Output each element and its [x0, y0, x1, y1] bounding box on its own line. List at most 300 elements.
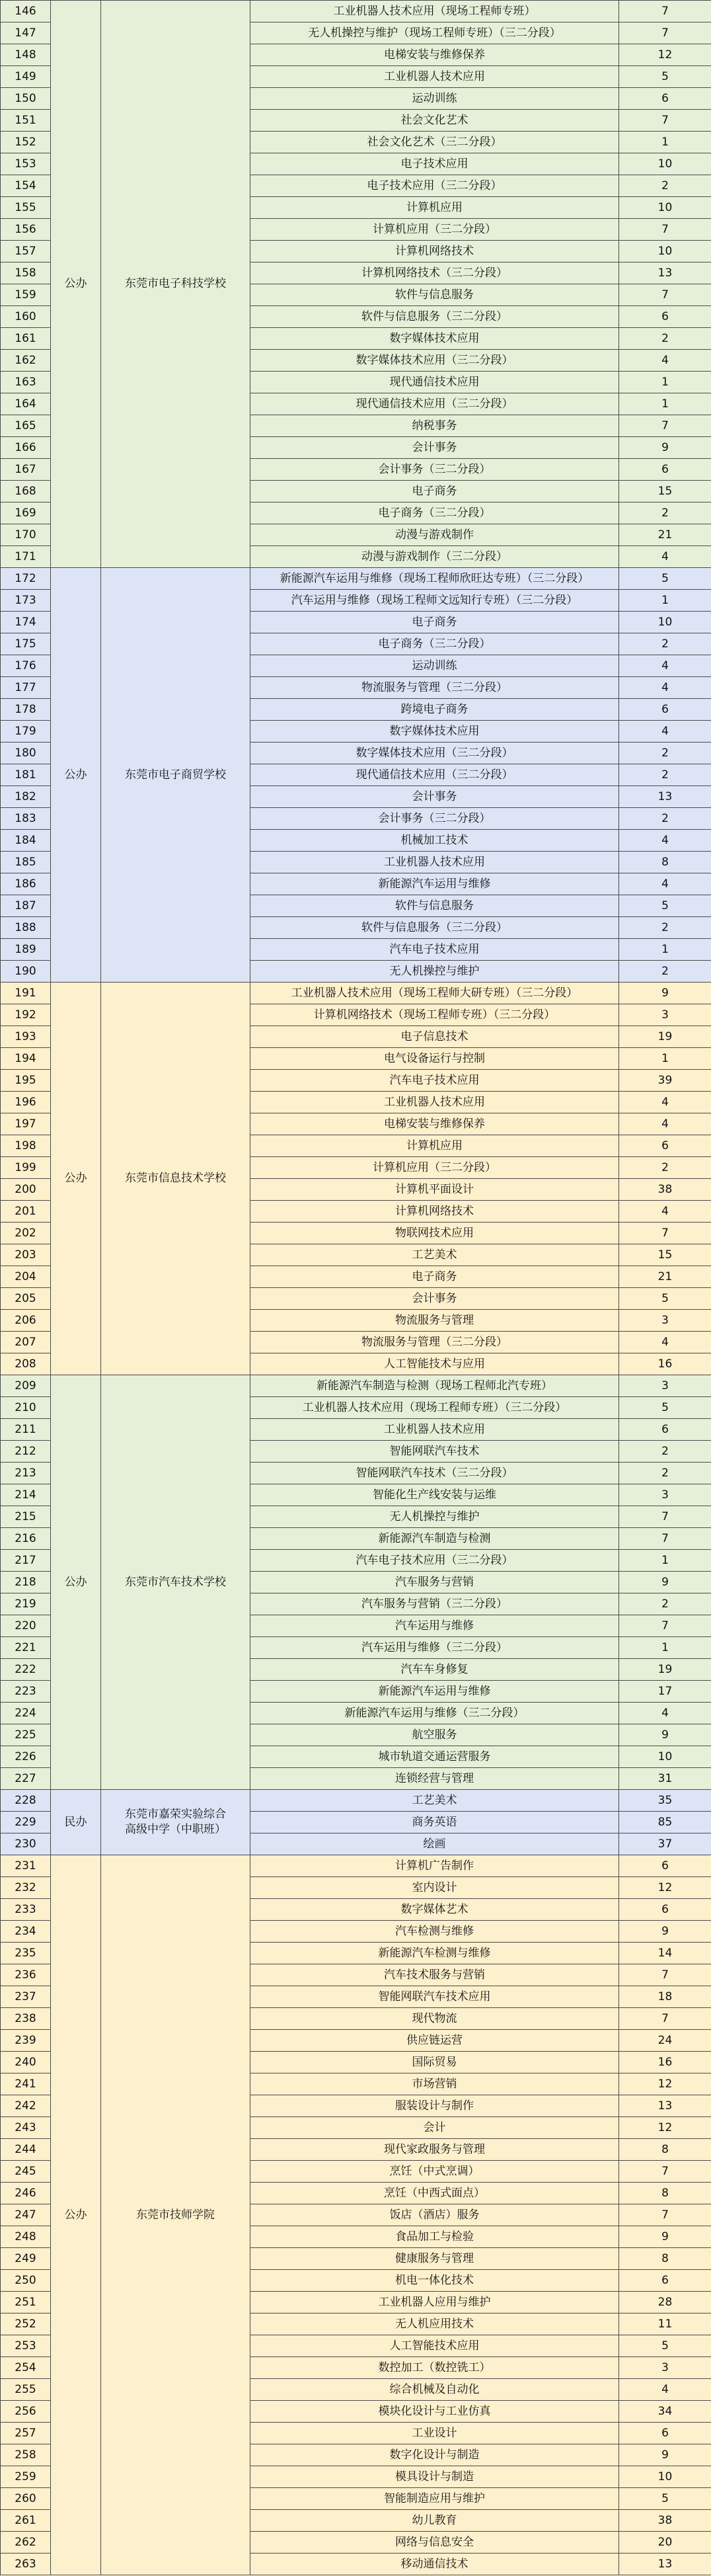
row-number-cell: 238	[1, 2008, 51, 2030]
enrollment-count-cell: 1	[619, 590, 711, 612]
row-number-cell: 246	[1, 2183, 51, 2204]
major-name-cell: 烹饪（中西式面点）	[250, 2183, 619, 2204]
enrollment-count-cell: 9	[619, 2444, 711, 2466]
row-number-cell: 263	[1, 2554, 51, 2575]
row-number-cell: 230	[1, 1833, 51, 1855]
row-number-cell: 182	[1, 786, 51, 808]
major-name-cell: 工业机器人技术应用	[250, 66, 619, 88]
major-name-cell: 物联网技术应用	[250, 1223, 619, 1244]
enrollment-count-cell: 12	[619, 1877, 711, 1899]
major-name-cell: 社会文化艺术	[250, 110, 619, 132]
enrollment-count-cell: 2	[619, 1593, 711, 1615]
major-name-cell: 计算机网络技术（三二分段）	[250, 262, 619, 284]
major-name-cell: 运动训练	[250, 655, 619, 677]
enrollment-count-cell: 3	[619, 2357, 711, 2379]
enrollment-count-cell: 6	[619, 88, 711, 110]
major-name-cell: 数控加工（数控铣工）	[250, 2357, 619, 2379]
row-number-cell: 234	[1, 1921, 51, 1943]
major-name-cell: 饭店（酒店）服务	[250, 2204, 619, 2226]
major-name-cell: 数字媒体技术应用	[250, 328, 619, 350]
row-number-cell: 216	[1, 1528, 51, 1550]
major-name-cell: 航空服务	[250, 1724, 619, 1746]
major-name-cell: 电子商务	[250, 612, 619, 633]
enrollment-count-cell: 1	[619, 393, 711, 415]
table-row	[1, 1375, 711, 1397]
school-type-cell: 公办	[51, 1855, 101, 2575]
major-name-cell: 供应链运营	[250, 2030, 619, 2052]
major-name-cell: 机械加工技术	[250, 830, 619, 852]
row-number-cell: 227	[1, 1768, 51, 1790]
major-name-cell: 无人机操控与维护	[250, 1506, 619, 1528]
row-number-cell: 176	[1, 655, 51, 677]
major-name-cell: 现代通信技术应用（三二分段）	[250, 393, 619, 415]
enrollment-count-cell: 7	[619, 1, 711, 22]
row-number-cell: 254	[1, 2357, 51, 2379]
enrollment-count-cell: 5	[619, 1288, 711, 1310]
enrollment-count-cell: 4	[619, 350, 711, 372]
enrollment-count-cell: 12	[619, 2073, 711, 2095]
major-name-cell: 计算机网络技术（现场工程师专班）（三二分段）	[250, 1004, 619, 1026]
enrollment-count-cell: 4	[619, 677, 711, 699]
row-number-cell: 224	[1, 1703, 51, 1724]
row-number-cell: 166	[1, 437, 51, 459]
enrollment-count-cell: 6	[619, 2270, 711, 2292]
row-number-cell: 240	[1, 2052, 51, 2073]
major-name-cell: 会计事务	[250, 437, 619, 459]
row-number-cell: 156	[1, 219, 51, 241]
major-name-cell: 绘画	[250, 1833, 619, 1855]
enrollment-count-cell: 9	[619, 1724, 711, 1746]
major-name-cell: 人工智能技术应用	[250, 2335, 619, 2357]
enrollment-count-cell: 5	[619, 895, 711, 917]
major-name-cell: 工艺美术	[250, 1790, 619, 1812]
enrollment-count-cell: 2	[619, 175, 711, 197]
enrollment-count-cell: 39	[619, 1070, 711, 1092]
enrollment-count-cell: 2	[619, 328, 711, 350]
major-name-cell: 汽车车身修复	[250, 1659, 619, 1681]
row-number-cell: 163	[1, 372, 51, 393]
enrollment-count-cell: 10	[619, 241, 711, 262]
row-number-cell: 210	[1, 1397, 51, 1419]
row-number-cell: 257	[1, 2423, 51, 2444]
row-number-cell: 204	[1, 1266, 51, 1288]
row-number-cell: 165	[1, 415, 51, 437]
enrollment-count-cell: 34	[619, 2401, 711, 2423]
row-number-cell: 169	[1, 503, 51, 524]
major-name-cell: 工业机器人技术应用	[250, 1419, 619, 1441]
major-name-cell: 现代通信技术应用（三二分段）	[250, 764, 619, 786]
enrollment-count-cell: 10	[619, 612, 711, 633]
row-number-cell: 245	[1, 2161, 51, 2183]
row-number-cell: 158	[1, 262, 51, 284]
row-number-cell: 160	[1, 306, 51, 328]
major-name-cell: 无人机应用技术	[250, 2314, 619, 2335]
school-type-cell: 公办	[51, 1375, 101, 1790]
enrollment-count-cell: 8	[619, 852, 711, 873]
enrollment-count-cell: 1	[619, 939, 711, 961]
enrollment-count-cell: 6	[619, 1419, 711, 1441]
enrollment-count-cell: 28	[619, 2292, 711, 2314]
enrollment-count-cell: 8	[619, 2139, 711, 2161]
major-name-cell: 工业机器人技术应用（现场工程师专班）（三二分段）	[250, 1397, 619, 1419]
major-name-cell: 移动通信技术	[250, 2554, 619, 2575]
row-number-cell: 184	[1, 830, 51, 852]
enrollment-count-cell: 2	[619, 1441, 711, 1463]
row-number-cell: 153	[1, 153, 51, 175]
major-name-cell: 电梯安装与维修保养	[250, 44, 619, 66]
row-number-cell: 157	[1, 241, 51, 262]
enrollment-count-cell: 6	[619, 2423, 711, 2444]
row-number-cell: 222	[1, 1659, 51, 1681]
major-name-cell: 电子商务	[250, 1266, 619, 1288]
table-row	[1, 983, 711, 1004]
row-number-cell: 198	[1, 1135, 51, 1157]
major-name-cell: 会计	[250, 2117, 619, 2139]
row-number-cell: 256	[1, 2401, 51, 2423]
major-name-cell: 工业设计	[250, 2423, 619, 2444]
row-number-cell: 185	[1, 852, 51, 873]
enrollment-count-cell: 4	[619, 1332, 711, 1353]
row-number-cell: 152	[1, 132, 51, 153]
enrollment-count-cell: 4	[619, 655, 711, 677]
major-name-cell: 工业机器人技术应用（现场工程师大研专班）（三二分段）	[250, 983, 619, 1004]
enrollment-count-cell: 5	[619, 66, 711, 88]
enrollment-count-cell: 38	[619, 2510, 711, 2532]
major-name-cell: 汽车运用与维修（三二分段）	[250, 1637, 619, 1659]
major-name-cell: 健康服务与管理	[250, 2248, 619, 2270]
row-number-cell: 186	[1, 873, 51, 895]
enrollment-count-cell: 5	[619, 1397, 711, 1419]
major-name-cell: 智能化生产线安装与运维	[250, 1484, 619, 1506]
enrollment-count-cell: 8	[619, 2183, 711, 2204]
enrollment-count-cell: 6	[619, 1135, 711, 1157]
major-name-cell: 网络与信息安全	[250, 2532, 619, 2554]
enrollment-count-cell: 4	[619, 1703, 711, 1724]
major-name-cell: 跨境电子商务	[250, 699, 619, 721]
enrollment-count-cell: 5	[619, 2335, 711, 2357]
major-name-cell: 电子商务（三二分段）	[250, 503, 619, 524]
major-name-cell: 新能源汽车运用与维修（现场工程师欣旺达专班）（三二分段）	[250, 568, 619, 590]
major-name-cell: 数字媒体艺术	[250, 1899, 619, 1921]
major-name-cell: 计算机广告制作	[250, 1855, 619, 1877]
major-name-cell: 工业机器人技术应用（现场工程师专班）	[250, 1, 619, 22]
major-name-cell: 汽车电子技术应用	[250, 939, 619, 961]
row-number-cell: 225	[1, 1724, 51, 1746]
enrollment-table-body	[1, 1, 711, 2575]
major-name-cell: 智能网联汽车技术应用	[250, 1986, 619, 2008]
major-name-cell: 计算机应用	[250, 197, 619, 219]
row-number-cell: 255	[1, 2379, 51, 2401]
enrollment-count-cell: 7	[619, 110, 711, 132]
row-number-cell: 253	[1, 2335, 51, 2357]
major-name-cell: 市场营销	[250, 2073, 619, 2095]
major-name-cell: 综合机械及自动化	[250, 2379, 619, 2401]
enrollment-count-cell: 16	[619, 1353, 711, 1375]
enrollment-count-cell: 7	[619, 2008, 711, 2030]
enrollment-count-cell: 11	[619, 2314, 711, 2335]
enrollment-count-cell: 4	[619, 873, 711, 895]
major-name-cell: 智能网联汽车技术（三二分段）	[250, 1463, 619, 1484]
row-number-cell: 189	[1, 939, 51, 961]
row-number-cell: 221	[1, 1637, 51, 1659]
enrollment-count-cell: 6	[619, 1855, 711, 1877]
row-number-cell: 252	[1, 2314, 51, 2335]
row-number-cell: 168	[1, 481, 51, 503]
major-name-cell: 无人机操控与维护	[250, 961, 619, 983]
row-number-cell: 155	[1, 197, 51, 219]
row-number-cell: 248	[1, 2226, 51, 2248]
row-number-cell: 250	[1, 2270, 51, 2292]
major-name-cell: 物流服务与管理	[250, 1310, 619, 1332]
enrollment-count-cell: 9	[619, 1572, 711, 1593]
enrollment-count-cell: 1	[619, 1550, 711, 1572]
row-number-cell: 181	[1, 764, 51, 786]
row-number-cell: 148	[1, 44, 51, 66]
row-number-cell: 161	[1, 328, 51, 350]
row-number-cell: 164	[1, 393, 51, 415]
row-number-cell: 260	[1, 2488, 51, 2510]
enrollment-count-cell: 2	[619, 503, 711, 524]
row-number-cell: 180	[1, 743, 51, 764]
major-name-cell: 运动训练	[250, 88, 619, 110]
row-number-cell: 212	[1, 1441, 51, 1463]
row-number-cell: 183	[1, 808, 51, 830]
enrollment-count-cell: 21	[619, 524, 711, 546]
enrollment-count-cell: 1	[619, 132, 711, 153]
major-name-cell: 动漫与游戏制作	[250, 524, 619, 546]
row-number-cell: 199	[1, 1157, 51, 1179]
enrollment-count-cell: 13	[619, 2095, 711, 2117]
row-number-cell: 249	[1, 2248, 51, 2270]
row-number-cell: 247	[1, 2204, 51, 2226]
major-name-cell: 城市轨道交通运营服务	[250, 1746, 619, 1768]
row-number-cell: 172	[1, 568, 51, 590]
row-number-cell: 242	[1, 2095, 51, 2117]
row-number-cell: 226	[1, 1746, 51, 1768]
major-name-cell: 连锁经营与管理	[250, 1768, 619, 1790]
major-name-cell: 新能源汽车检测与维修	[250, 1943, 619, 1964]
row-number-cell: 262	[1, 2532, 51, 2554]
row-number-cell: 203	[1, 1244, 51, 1266]
table-row	[1, 1, 711, 22]
enrollment-count-cell: 7	[619, 1223, 711, 1244]
major-name-cell: 纳税事务	[250, 415, 619, 437]
enrollment-count-cell: 5	[619, 2488, 711, 2510]
enrollment-count-cell: 17	[619, 1681, 711, 1703]
row-number-cell: 236	[1, 1964, 51, 1986]
major-name-cell: 计算机应用（三二分段）	[250, 1157, 619, 1179]
enrollment-count-cell: 20	[619, 2532, 711, 2554]
enrollment-count-cell: 10	[619, 1746, 711, 1768]
row-number-cell: 243	[1, 2117, 51, 2139]
major-name-cell: 会计事务	[250, 786, 619, 808]
enrollment-count-cell: 19	[619, 1659, 711, 1681]
row-number-cell: 239	[1, 2030, 51, 2052]
row-number-cell: 237	[1, 1986, 51, 2008]
enrollment-count-cell: 7	[619, 1528, 711, 1550]
row-number-cell: 162	[1, 350, 51, 372]
enrollment-count-cell: 9	[619, 1921, 711, 1943]
major-name-cell: 智能网联汽车技术	[250, 1441, 619, 1463]
enrollment-count-cell: 85	[619, 1812, 711, 1833]
major-name-cell: 电子商务（三二分段）	[250, 633, 619, 655]
enrollment-count-cell: 6	[619, 1899, 711, 1921]
row-number-cell: 206	[1, 1310, 51, 1332]
enrollment-count-cell: 4	[619, 830, 711, 852]
enrollment-count-cell: 4	[619, 546, 711, 568]
enrollment-count-cell: 3	[619, 1004, 711, 1026]
row-number-cell: 195	[1, 1070, 51, 1092]
major-name-cell: 新能源汽车运用与维修	[250, 873, 619, 895]
major-name-cell: 电子商务	[250, 481, 619, 503]
major-name-cell: 汽车服务与营销（三二分段）	[250, 1593, 619, 1615]
major-name-cell: 汽车电子技术应用（三二分段）	[250, 1550, 619, 1572]
major-name-cell: 会计事务（三二分段）	[250, 808, 619, 830]
row-number-cell: 213	[1, 1463, 51, 1484]
enrollment-count-cell: 15	[619, 481, 711, 503]
row-number-cell: 205	[1, 1288, 51, 1310]
row-number-cell: 192	[1, 1004, 51, 1026]
major-name-cell: 汽车电子技术应用	[250, 1070, 619, 1092]
enrollment-count-cell: 7	[619, 284, 711, 306]
enrollment-count-cell: 7	[619, 2204, 711, 2226]
enrollment-count-cell: 10	[619, 197, 711, 219]
row-number-cell: 218	[1, 1572, 51, 1593]
enrollment-count-cell: 2	[619, 764, 711, 786]
major-name-cell: 软件与信息服务（三二分段）	[250, 306, 619, 328]
major-name-cell: 社会文化艺术（三二分段）	[250, 132, 619, 153]
row-number-cell: 194	[1, 1048, 51, 1070]
major-name-cell: 计算机平面设计	[250, 1179, 619, 1201]
row-number-cell: 217	[1, 1550, 51, 1572]
major-name-cell: 工艺美术	[250, 1244, 619, 1266]
enrollment-count-cell: 24	[619, 2030, 711, 2052]
row-number-cell: 214	[1, 1484, 51, 1506]
major-name-cell: 计算机网络技术	[250, 1201, 619, 1223]
enrollment-count-cell: 37	[619, 1833, 711, 1855]
row-number-cell: 197	[1, 1113, 51, 1135]
school-type-cell: 公办	[51, 1, 101, 568]
major-name-cell: 新能源汽车运用与维修	[250, 1681, 619, 1703]
enrollment-count-cell: 14	[619, 1943, 711, 1964]
row-number-cell: 167	[1, 459, 51, 481]
major-name-cell: 动漫与游戏制作（三二分段）	[250, 546, 619, 568]
major-name-cell: 汽车检测与维修	[250, 1921, 619, 1943]
major-name-cell: 智能制造应用与维护	[250, 2488, 619, 2510]
enrollment-count-cell: 6	[619, 699, 711, 721]
row-number-cell: 258	[1, 2444, 51, 2466]
row-number-cell: 175	[1, 633, 51, 655]
major-name-cell: 汽车运用与维修	[250, 1615, 619, 1637]
row-number-cell: 229	[1, 1812, 51, 1833]
enrollment-count-cell: 10	[619, 2466, 711, 2488]
school-name-cell: 东莞市电子科技学校	[101, 1, 250, 568]
row-number-cell: 154	[1, 175, 51, 197]
enrollment-count-cell: 7	[619, 2161, 711, 2183]
school-name-cell: 东莞市信息技术学校	[101, 983, 250, 1375]
row-number-cell: 261	[1, 2510, 51, 2532]
school-name-cell: 东莞市技师学院	[101, 1855, 250, 2575]
row-number-cell: 177	[1, 677, 51, 699]
row-number-cell: 215	[1, 1506, 51, 1528]
major-name-cell: 计算机应用（三二分段）	[250, 219, 619, 241]
enrollment-count-cell: 35	[619, 1790, 711, 1812]
major-name-cell: 电子技术应用（三二分段）	[250, 175, 619, 197]
major-name-cell: 电子信息技术	[250, 1026, 619, 1048]
enrollment-count-cell: 1	[619, 372, 711, 393]
major-name-cell: 数字化设计与制造	[250, 2444, 619, 2466]
major-name-cell: 无人机操控与维护（现场工程师专班）（三二分段）	[250, 22, 619, 44]
school-type-cell: 公办	[51, 568, 101, 983]
enrollment-count-cell: 7	[619, 22, 711, 44]
enrollment-count-cell: 16	[619, 2052, 711, 2073]
row-number-cell: 200	[1, 1179, 51, 1201]
major-name-cell: 软件与信息服务（三二分段）	[250, 917, 619, 939]
enrollment-count-cell: 21	[619, 1266, 711, 1288]
enrollment-count-cell: 7	[619, 1964, 711, 1986]
major-name-cell: 食品加工与检验	[250, 2226, 619, 2248]
enrollment-count-cell: 8	[619, 2248, 711, 2270]
enrollment-count-cell: 6	[619, 459, 711, 481]
major-name-cell: 数字媒体技术应用（三二分段）	[250, 350, 619, 372]
enrollment-count-cell: 18	[619, 1986, 711, 2008]
row-number-cell: 173	[1, 590, 51, 612]
enrollment-count-cell: 4	[619, 2379, 711, 2401]
major-name-cell: 工业机器人技术应用	[250, 852, 619, 873]
row-number-cell: 202	[1, 1223, 51, 1244]
row-number-cell: 220	[1, 1615, 51, 1637]
enrollment-count-cell: 4	[619, 721, 711, 743]
row-number-cell: 151	[1, 110, 51, 132]
major-name-cell: 模块化设计与工业仿真	[250, 2401, 619, 2423]
major-name-cell: 新能源汽车制造与检测	[250, 1528, 619, 1550]
row-number-cell: 178	[1, 699, 51, 721]
row-number-cell: 235	[1, 1943, 51, 1964]
major-name-cell: 数字媒体技术应用	[250, 721, 619, 743]
row-number-cell: 259	[1, 2466, 51, 2488]
school-name-cell: 东莞市汽车技术学校	[101, 1375, 250, 1790]
major-name-cell: 现代家政服务与管理	[250, 2139, 619, 2161]
major-name-cell: 电梯安装与维修保养	[250, 1113, 619, 1135]
school-type-cell: 公办	[51, 983, 101, 1375]
row-number-cell: 188	[1, 917, 51, 939]
major-name-cell: 现代通信技术应用	[250, 372, 619, 393]
enrollment-count-cell: 4	[619, 1092, 711, 1113]
major-name-cell: 计算机应用	[250, 1135, 619, 1157]
row-number-cell: 228	[1, 1790, 51, 1812]
major-name-cell: 计算机网络技术	[250, 241, 619, 262]
row-number-cell: 159	[1, 284, 51, 306]
major-name-cell: 物流服务与管理（三二分段）	[250, 1332, 619, 1353]
enrollment-count-cell: 7	[619, 415, 711, 437]
row-number-cell: 170	[1, 524, 51, 546]
major-name-cell: 电气设备运行与控制	[250, 1048, 619, 1070]
row-number-cell: 208	[1, 1353, 51, 1375]
major-name-cell: 汽车服务与营销	[250, 1572, 619, 1593]
row-number-cell: 149	[1, 66, 51, 88]
major-name-cell: 人工智能技术与应用	[250, 1353, 619, 1375]
major-name-cell: 工业机器人应用与维护	[250, 2292, 619, 2314]
major-name-cell: 现代物流	[250, 2008, 619, 2030]
row-number-cell: 251	[1, 2292, 51, 2314]
major-name-cell: 商务英语	[250, 1812, 619, 1833]
row-number-cell: 223	[1, 1681, 51, 1703]
enrollment-count-cell: 10	[619, 153, 711, 175]
enrollment-count-cell: 12	[619, 2117, 711, 2139]
major-name-cell: 机电一体化技术	[250, 2270, 619, 2292]
table-row	[1, 1790, 711, 1812]
enrollment-count-cell: 3	[619, 1310, 711, 1332]
